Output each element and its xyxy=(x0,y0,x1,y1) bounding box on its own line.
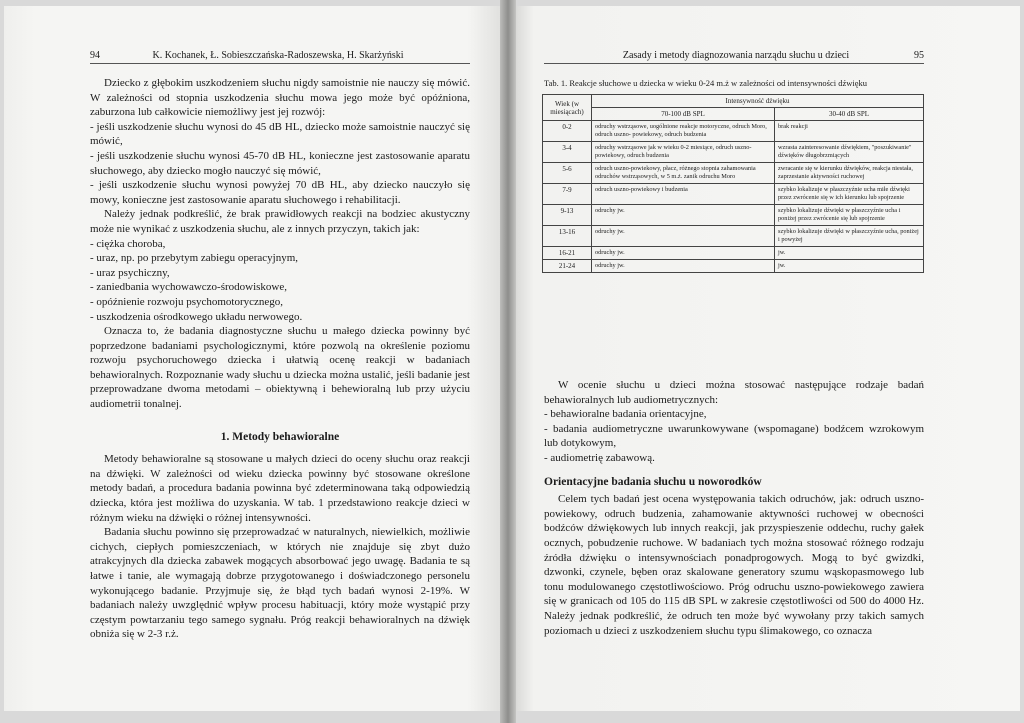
table-row xyxy=(543,205,924,226)
table-row xyxy=(543,247,924,260)
paragraph: - behawioralne badania orientacyjne, xyxy=(544,408,707,421)
right-running-head-title: Zasady i metody diagnozowania narządu słuchu u dzieci xyxy=(622,50,850,61)
table-cell-loud: odruchy jw. xyxy=(592,247,775,260)
table-caption: Tab. 1. Reakcje słuchowe u dziecka w wieku 0-24 m.ż w zależności od intensywności dźwięku xyxy=(544,78,868,88)
paragraph: Należy jednak podkreślić, że brak prawidłowych reakcji na bodziec akustyczny może nie wynikać z uszkodzenia słuchu, ale z innych przyczyn, takich jak: xyxy=(90,208,470,235)
table-cell-age: 21-24 xyxy=(543,260,592,273)
table-cell-quiet: zwracanie się w kierunku dźwięków, reakcja niestała, zaprzestanie aktywności ruchowej xyxy=(775,163,924,184)
table-row xyxy=(543,163,924,184)
paragraph: - jeśli uszkodzenie słuchu wynosi do 45 dB HL, dziecko może samoistnie nauczyć się mówić, xyxy=(90,120,470,148)
left-running-head-title: K. Kochanek, Ł. Sobieszczańska-Radoszewska, H. Skarżyński xyxy=(152,50,404,61)
paragraph: Metody behawioralne są stosowane u małych dzieci do oceny słuchu oraz reakcji na dźwięki. W zależności od wieku dziecka powinny być stosowane określone metody badań, a procedura badania powinna być zdeterminowana taką odpowiedzią dziecka, która jest możliwa do uzyskania. W tab. 1 przedstawiono reakcje dzieci w różnym wieku na dźwięki o różnej intensywności. xyxy=(90,453,470,524)
table-body xyxy=(543,121,924,273)
table-cell-quiet: szybko lokalizuje dźwięki w płaszczyźnie ucha i poniżej przez zwrócenie się lub spojrzenie xyxy=(775,205,924,226)
left-page-number: 94 xyxy=(90,50,100,61)
table-cell-loud: odruchy jw. xyxy=(592,226,775,247)
right-running-head xyxy=(544,50,924,64)
paragraph: - jeśli uszkodzenie słuchu wynosi powyżej 70 dB HL, aby dziecko nauczyło się mowy, konieczne jest zastosowanie aparatu słuchowego i rehabilitacji. xyxy=(90,179,470,206)
table-cell-age: 16-21 xyxy=(543,247,592,260)
table-cell-quiet: jw. xyxy=(775,247,924,260)
header-intensity: Intensywność dźwięku xyxy=(592,95,924,108)
table-cell-quiet: brak reakcji xyxy=(775,121,924,142)
right-page xyxy=(508,6,1020,711)
paragraph: W ocenie słuchu u dzieci można stosować następujące rodzaje badań behawioralnych lub audiometrycznych: xyxy=(544,379,924,406)
right-paragraphs-before xyxy=(544,378,924,466)
paragraph: Badania słuchu powinno się przeprowadzać w naturalnych, niewielkich, możliwie cichych, ciepłych pomieszczeniach, w których nie znajduje się zbyt dużo atrakcyjnych dla dziecka zabawek mogących absorbować jego uwagę. Badania te są łatwe i tanie, ale wymagają dobrze przygotowanego i doświadczonego personelu wykonującego badanie. Przyjmuje się, że błąd tych badań wynosi 2-19%. W badaniach należy uwzględnić wpływ procesu habituacji, który może wystąpić przy częstym powtarzaniu tego samego sygnału. Próg reakcji behawioralnych na dźwięk obniża się w 2-3 r.ż. xyxy=(90,526,470,641)
right-page-number: 95 xyxy=(914,50,924,61)
table-cell-loud: odruch uszno-powiekowy i budzenia xyxy=(592,184,775,205)
table-cell-loud: odruchy jw. xyxy=(592,205,775,226)
table-cell-loud: odruchy wstrząsowe, uogólnione reakcje motoryczne, odruch Moro, odruch uszno- powiekowy, odruch budzenia xyxy=(592,121,775,142)
subheading: Orientacyjne badania słuchu u noworodków xyxy=(544,475,762,488)
left-paragraphs-after xyxy=(90,452,470,642)
paragraph: - uraz psychiczny, xyxy=(90,266,170,279)
paragraph: Celem tych badań jest ocena występowania takich odruchów, jak: odruch uszno-powiekowy, odruch budzenia, zahamowanie aktywności ruchowej w obecności bodźców dźwiękowych lub innych reakcji, jak przyspieszenie oddechu, ruchy gałek ocznych, pobudzenie ruchowe. W badaniach tych można stosować różnego rodzaju źródła dźwięku o intensywnościach ponadprogowych. Mogą to być gwizdki, dzwonki, czynele, bęben oraz skalowane generatory szumu wąskopasmowego lub tonu modulowanego częstotliwościowo. Próg odruchu uszno-powiekowego zawiera się w granicach od 105 do 115 dB SPL w zakresie częstotliwości od 500 do 4000 Hz. Należy jednak podkreślić, że odruch ten może być wywołany przy takich samych poziomach u dzieci z uszkodzeniem słuchu typu ślimakowego, co oznacza xyxy=(544,493,924,637)
table-cell-quiet: szybko lokalizuje w płaszczyźnie ucha miłe dźwięki przez zwrócenie się w ich kierunku lub spojrzenie xyxy=(775,184,924,205)
table-row xyxy=(543,226,924,247)
table-cell-loud: odruchy wstrząsowe jak w wieku 0-2 miesiące, odruch uszno-powiekowy, odruch budzenia xyxy=(592,142,775,163)
table-cell-age: 13-16 xyxy=(543,226,592,247)
table-cell-quiet: wzrasta zainteresowanie dźwiękiem, "poszukiwanie" dźwięków długobrzmiących xyxy=(775,142,924,163)
table-cell-loud: odruchy jw. xyxy=(592,260,775,273)
table-cell-age: 9-13 xyxy=(543,205,592,226)
table-cell-age: 3-4 xyxy=(543,142,592,163)
left-body-text xyxy=(90,76,470,642)
header-col-b: 30-40 dB SPL xyxy=(775,108,924,121)
paragraph: - uszkodzenia ośrodkowego układu nerwowego. xyxy=(90,310,303,323)
paragraph: - audiometrię zabawową. xyxy=(544,451,655,464)
left-running-head xyxy=(90,50,470,64)
right-paragraphs-after xyxy=(544,492,924,638)
table-cell-age: 7-9 xyxy=(543,184,592,205)
table-cell-quiet: jw. xyxy=(775,260,924,273)
table-subheader-row xyxy=(543,108,924,121)
paragraph: - opóźnienie rozwoju psychomotorycznego, xyxy=(90,295,284,308)
header-age: Wiek (w miesiącach) xyxy=(543,95,592,121)
left-paragraphs-before xyxy=(90,76,470,412)
table-header-row xyxy=(543,95,924,108)
paragraph: Oznacza to, że badania diagnostyczne słuchu u małego dziecka powinny być poprzedzone badaniami psychologicznymi, które pozwolą na określenie poziomu rozwoju psychoruchowego dziecka i ułatwią ocenę reakcji w badaniach behawioralnych. Rozpoznanie wady słuchu u dziecka można ustalić, jeśli badanie jest przeprowadzane dwoma metodami – obiektywną i behewioralną lub przy użyciu audiometrii tonalnej. xyxy=(90,325,470,411)
reactions-table xyxy=(542,94,924,273)
section-heading: 1. Metody behawioralne xyxy=(220,430,340,443)
table-row xyxy=(543,121,924,142)
table-cell-age: 0-2 xyxy=(543,121,592,142)
table-cell-quiet: szybko lokalizuje dźwięki w płaszczyźnie ucha, poniżej i powyżej xyxy=(775,226,924,247)
paragraph: - zaniedbania wychowawczo-środowiskowe, xyxy=(90,281,288,294)
paragraph: - ciężka choroba, xyxy=(90,237,166,250)
table-row xyxy=(543,184,924,205)
table-row xyxy=(543,142,924,163)
paragraph: - badania audiometryczne uwarunkowywane (wspomagane) bodźcem wzrokowym lub dotykowym, xyxy=(544,422,924,450)
paragraph: Dziecko z głębokim uszkodzeniem słuchu nigdy samoistnie nie nauczy się mówić. W zależności od stopnia uszkodzenia słuchu mowa jego może być opóźniona, zaburzona lub całkowicie niemożliwy jest jej rozwój: xyxy=(90,77,470,119)
left-page xyxy=(4,6,508,711)
table-cell-age: 5-6 xyxy=(543,163,592,184)
paragraph: - uraz, np. po przebytym zabiegu operacyjnym, xyxy=(90,252,299,265)
header-col-a: 70-100 dB SPL xyxy=(592,108,775,121)
table-cell-loud: odruch uszno-powiekowy, płacz, różnego stopnia zahamowania odruchów wstrząsowych, w 5 m.ż. zanik odruchu Moro xyxy=(592,163,775,184)
paragraph: - jeśli uszkodzenie słuchu wynosi 45-70 dB HL, konieczne jest zastosowanie aparatu słuchowego, aby dziecko mogło nauczyć się mówić, xyxy=(90,149,470,177)
book-gutter xyxy=(500,0,516,723)
table-row xyxy=(543,260,924,273)
right-body-text xyxy=(544,378,924,638)
